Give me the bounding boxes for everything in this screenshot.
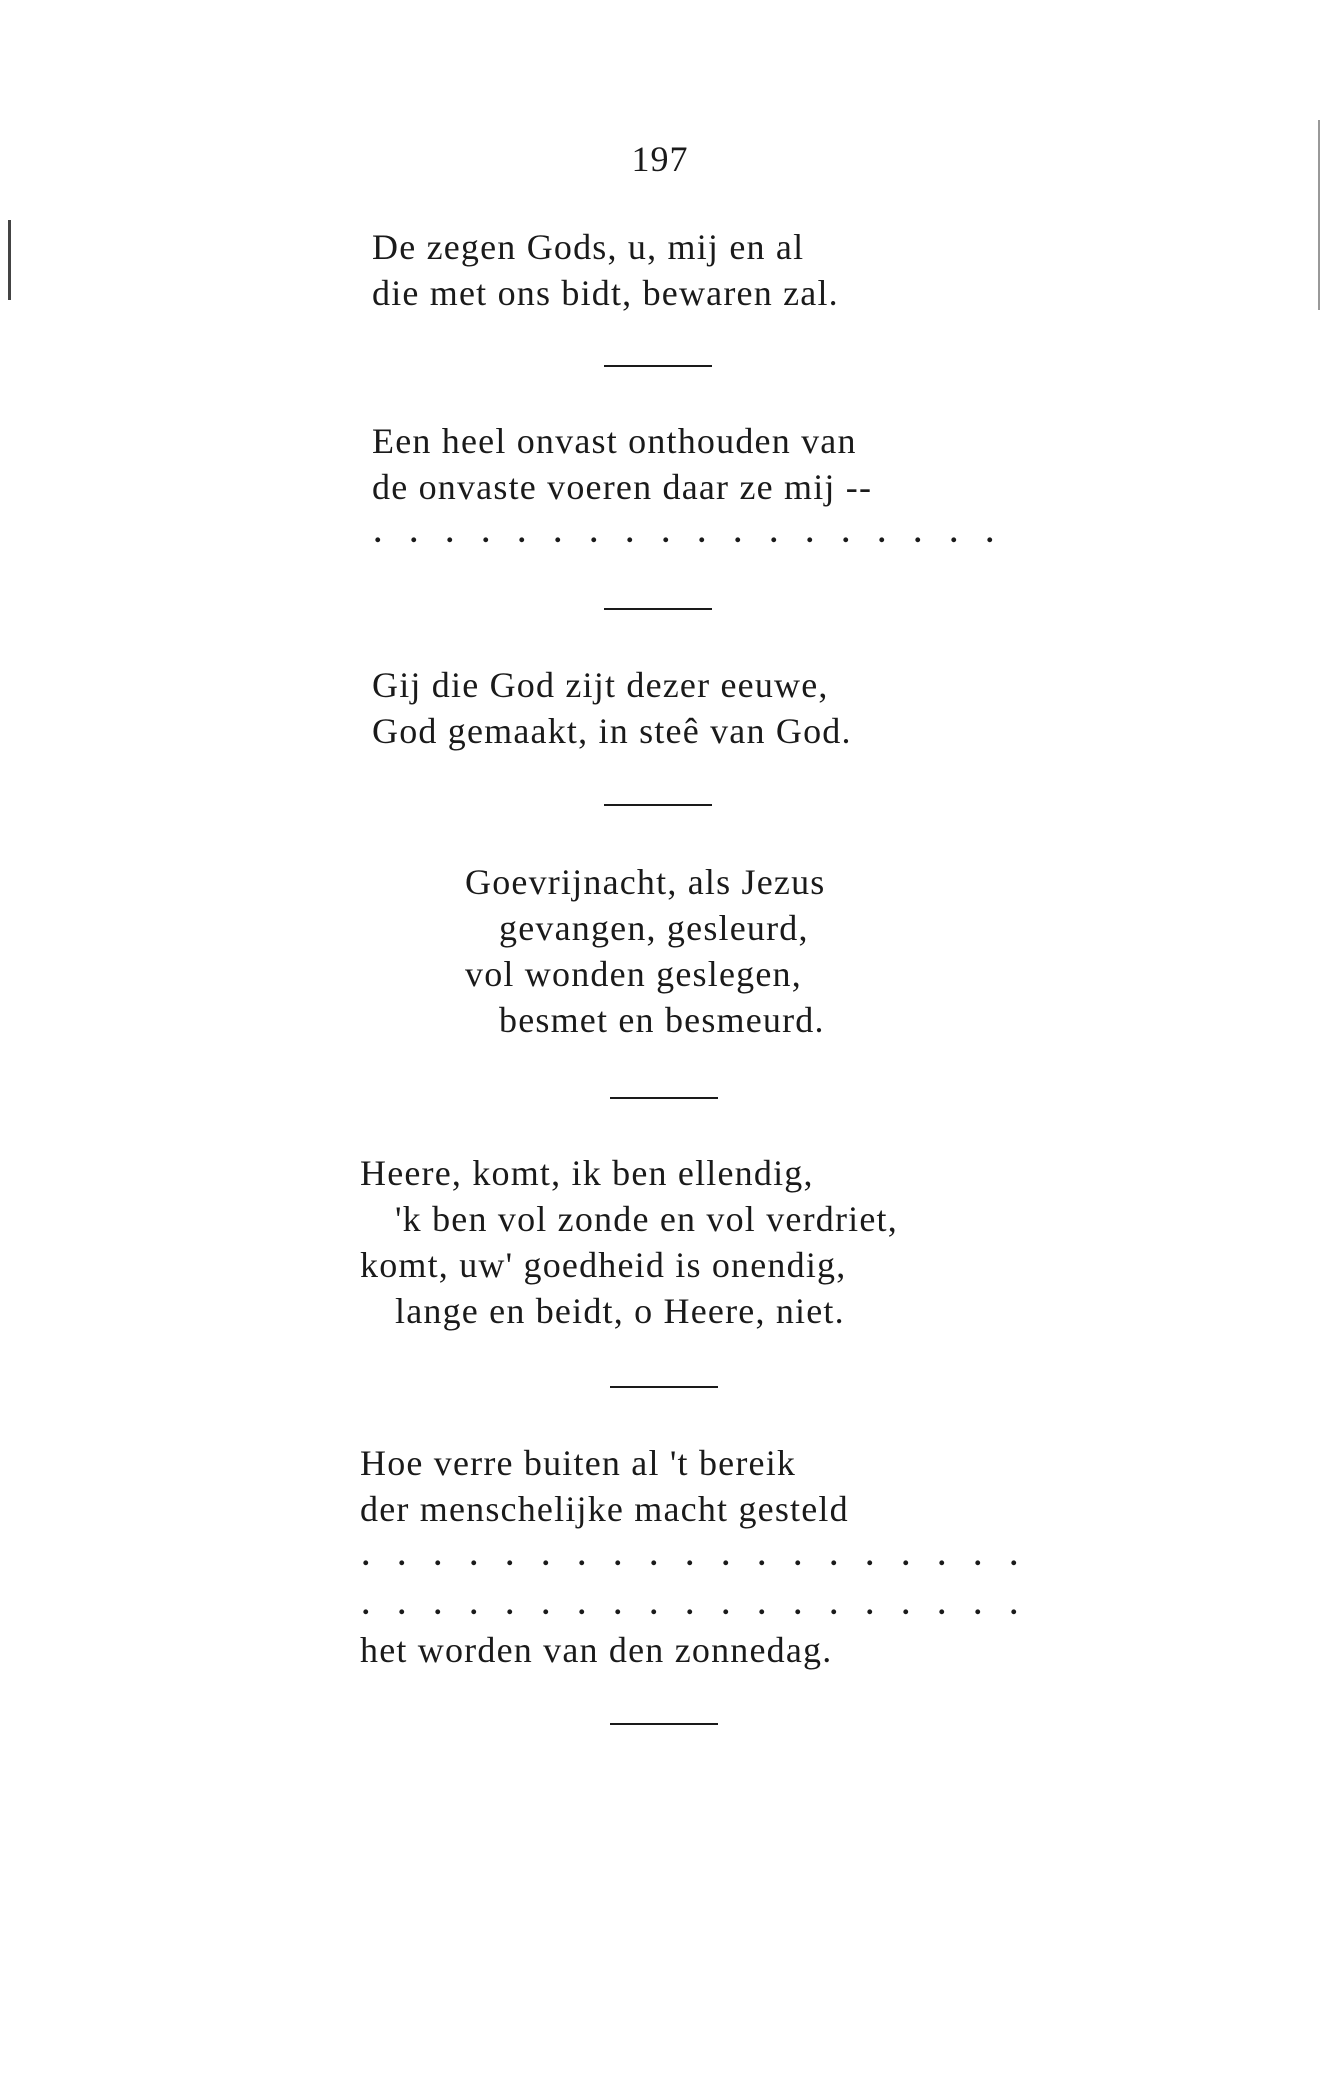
stanza5-line4: lange en beidt, o Heere, niet. xyxy=(395,1291,845,1331)
stanza6-line2: der menschelijke macht gesteld xyxy=(360,1489,849,1529)
stanza2-line2: de onvaste voeren daar ze mij -- xyxy=(372,467,873,507)
stanza3-line2: God gemaakt, in steê van God. xyxy=(372,711,852,751)
stanza2-ellipsis-row: . . . . . . . . . . . . . . . . . . xyxy=(374,516,1004,549)
stanza6-ellipsis-row-1: . . . . . . . . . . . . . . . . . . . xyxy=(362,1539,1028,1572)
stanza3-line1: Gij die God zijt dezer eeuwe, xyxy=(372,665,829,705)
stanza2-line1: Een heel onvast onthouden van xyxy=(372,421,857,461)
stanza1-line1: De zegen Gods, u, mij en al xyxy=(372,227,805,267)
stanza1-line2: die met ons bidt, bewaren zal. xyxy=(372,273,839,313)
stanza6-line3: het worden van den zonnedag. xyxy=(360,1630,833,1670)
scan-edge-mark-right xyxy=(1318,120,1320,310)
stanza4-line2: gevangen, gesleurd, xyxy=(499,908,809,948)
stanza6-ellipsis-row-2: . . . . . . . . . . . . . . . . . . . xyxy=(362,1588,1028,1621)
stanza5-line1: Heere, komt, ik ben ellendig, xyxy=(360,1153,814,1193)
scan-edge-mark-left xyxy=(8,220,11,300)
section-divider-4 xyxy=(610,1097,718,1099)
section-divider-1 xyxy=(604,365,712,367)
stanza5-line3: komt, uw' goedheid is onendig, xyxy=(360,1245,847,1285)
stanza4-line4: besmet en besmeurd. xyxy=(499,1000,825,1040)
section-divider-2 xyxy=(604,608,712,610)
section-divider-5 xyxy=(610,1386,718,1388)
section-divider-6 xyxy=(610,1723,718,1725)
page-number: 197 xyxy=(631,139,689,179)
stanza5-line2: 'k ben vol zonde en vol verdriet, xyxy=(395,1199,898,1239)
stanza4-line3: vol wonden geslegen, xyxy=(465,954,802,994)
stanza6-line1: Hoe verre buiten al 't bereik xyxy=(360,1443,797,1483)
section-divider-3 xyxy=(604,804,712,806)
stanza4-line1: Goevrijnacht, als Jezus xyxy=(465,862,826,902)
